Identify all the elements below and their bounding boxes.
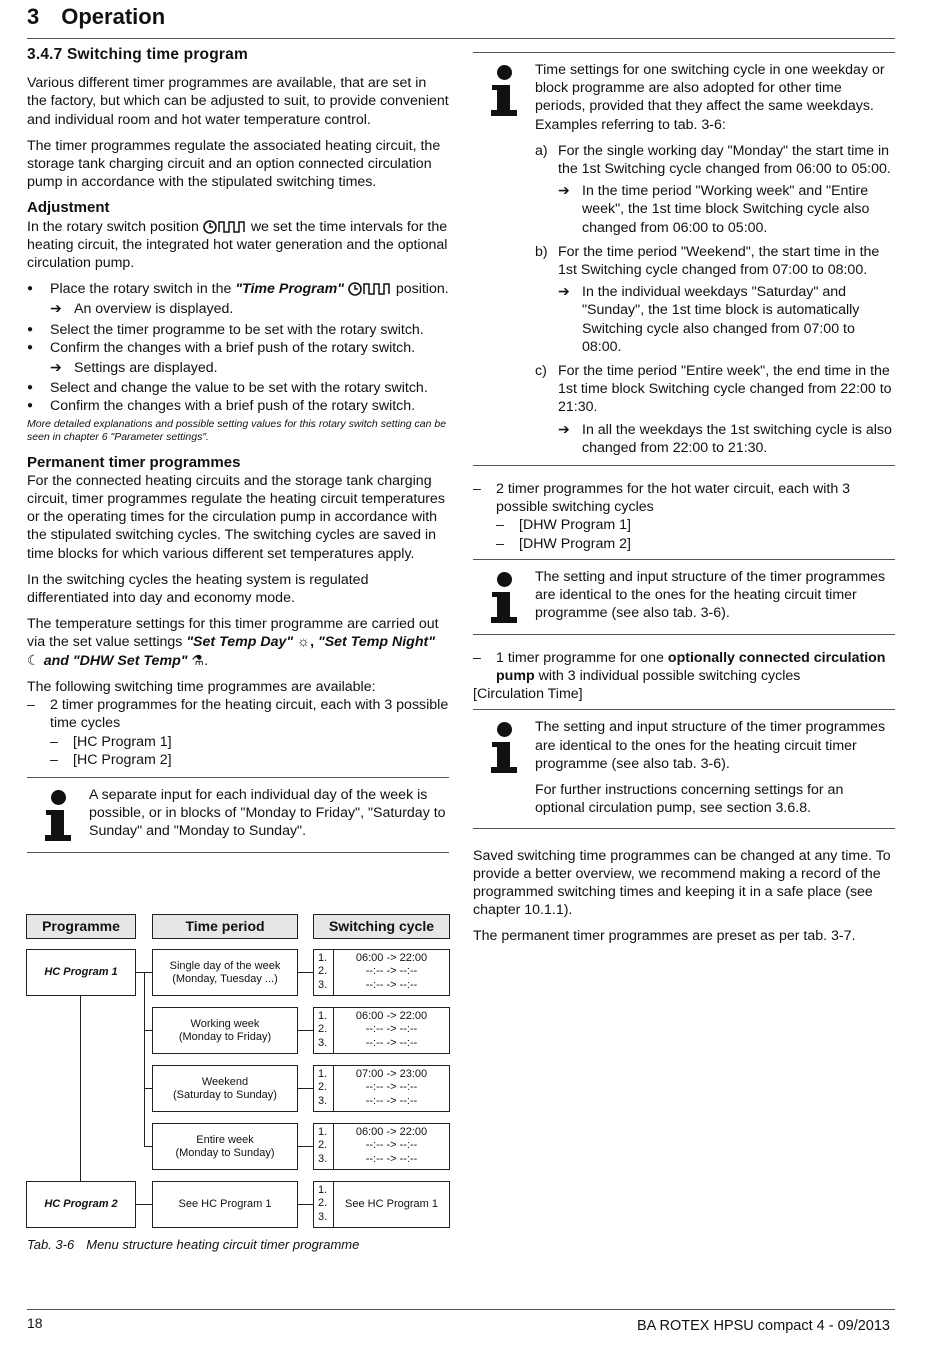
text: In the rotary switch position (27, 218, 199, 235)
caption-number: Tab. 3-6 (27, 1237, 75, 1252)
text: --:-- -> --:-- (365, 1152, 418, 1165)
text: 06:00 -> 22:00 (355, 1126, 428, 1138)
tap-icon: ⚗ (191, 652, 205, 669)
divider (473, 465, 895, 466)
emphasis: "Set Temp Night" (317, 634, 435, 651)
note-text: The setting and input structure of the timer programmes are identical to the ones for the heating circuit timer programme (see also tab. 3-6). (535, 568, 886, 622)
list-item: ● Confirm the changes with a brief push of the rotary switch. (27, 339, 449, 357)
paragraph: Various different timer programmes are available, that are set in the factory, but which can be adjusted to suit, to provide convenient and individual room and hot water temperature control. (27, 75, 449, 128)
text: (Monday to Friday) (178, 1030, 272, 1043)
period-cell (152, 949, 298, 996)
document-id: BA ROTEX HPSU compact 4 - 09/2013 (636, 1318, 890, 1334)
text: --:-- -> --:-- (365, 1023, 418, 1036)
cycle-numbers (314, 1182, 334, 1227)
result-item (27, 359, 449, 377)
cycle-values (334, 950, 449, 992)
arrow-icon: ➔ (50, 301, 62, 318)
text: 2. (318, 1023, 328, 1036)
text: 2. (318, 1081, 328, 1094)
header-divider (27, 38, 895, 39)
text: 2 timer programmes for the heating circuit, each with 3 possible time cycles (50, 697, 449, 732)
examples-list (473, 142, 895, 457)
text: --:-- -> --:-- (365, 965, 418, 978)
period-cell (152, 1007, 298, 1054)
list-item: ● Select and change the value to be set with the rotary switch. (27, 379, 449, 397)
list-item: – 1 timer programme for one optionally connected circulation pump with 3 individual possible switching cycles (473, 649, 886, 685)
cycle-cell (313, 1007, 450, 1054)
text: Settings are displayed. (74, 360, 218, 377)
connector-line (144, 1088, 152, 1089)
text: The temperature settings for this timer programme are carried out via the set value settings (27, 616, 439, 651)
arrow-icon: ➔ (558, 284, 570, 301)
table-caption (27, 1237, 359, 1252)
cycle-values (334, 1124, 449, 1166)
text: 3. (318, 1094, 328, 1107)
text: 1. (318, 952, 328, 964)
text: 06:00 -> 22:00 (355, 1010, 428, 1022)
emphasis: "Time Program" (235, 281, 344, 298)
text: --:-- -> --:-- (365, 978, 418, 991)
programme-cell-hc2: HC Program 2 (26, 1181, 136, 1228)
text: [HC Program 1] (73, 733, 172, 750)
text: Place the rotary switch in the (50, 281, 232, 298)
text: 1. (318, 1068, 328, 1080)
cycle-values: See HC Program 1 (345, 1197, 438, 1210)
connector-line (298, 1204, 313, 1205)
connector-line (136, 1204, 152, 1205)
list-tag: [Circulation Time] (473, 686, 583, 703)
info-icon (27, 786, 89, 842)
caption-text: Menu structure heating circuit timer programme (86, 1237, 360, 1252)
text: Weekend (201, 1075, 249, 1088)
emphasis: and "DHW Set Temp" (43, 652, 188, 669)
cycle-values (334, 1066, 449, 1108)
result-item (558, 283, 895, 356)
text: [HC Program 2] (73, 751, 172, 768)
info-icon (473, 61, 535, 134)
connector-line (144, 1146, 152, 1147)
connector-line (298, 1146, 313, 1147)
example-item (473, 142, 895, 237)
paragraph: The permanent timer programmes are preset as per tab. 3-7. (473, 928, 856, 945)
arrow-icon: ➔ (50, 360, 62, 377)
text: with 3 individual possible switching cycles (538, 668, 801, 685)
text: 1. (318, 1184, 328, 1196)
sun-icon: ☼ (297, 634, 311, 651)
paragraph: The setting and input structure of the timer programmes are identical to the ones for the heating circuit timer programme (see also tab. 3-6). (535, 719, 886, 772)
text: --:-- -> --:-- (365, 1139, 418, 1152)
note-text: A separate input for each individual day of the week is possible, or in blocks of "Monday to Friday", "Saturday to Sunday" and "Monday to Sunday". (89, 786, 446, 840)
time-program-icon (348, 281, 392, 297)
text: 1. (318, 1126, 328, 1138)
paragraph: The following switching time programmes are available: (27, 678, 376, 695)
result-item (558, 182, 895, 237)
connector-line (144, 972, 145, 1146)
period-cell (152, 1065, 298, 1112)
text: position. (395, 281, 449, 298)
programme-cell-hc1: HC Program 1 (26, 949, 136, 996)
text: 3. (318, 978, 328, 991)
cycle-cell (313, 1065, 450, 1112)
text: (Saturday to Sunday) (173, 1088, 277, 1101)
note-text: Time settings for one switching cycle in one weekday or block programme are also adopted for other time periods, provided that they affect the same weekdays. Examples referring to tab. 3-6: (535, 62, 885, 133)
connector-line (298, 972, 313, 973)
label: c) (535, 363, 547, 380)
text: Single day of the week (169, 959, 281, 972)
text: [DHW Program 2] (519, 535, 631, 552)
emphasis: optionally connected circulation pump (496, 649, 886, 685)
cycle-numbers (314, 950, 334, 995)
emphasis: "Set Temp Day" (186, 634, 294, 651)
info-note (473, 559, 895, 635)
result-item (27, 300, 449, 318)
example-item (473, 362, 895, 457)
chapter-header (27, 4, 165, 30)
info-note (27, 777, 449, 853)
cycle-numbers (314, 1008, 334, 1053)
list-item: – [DHW Program 1] (496, 517, 631, 534)
list-item: – 2 timer programmes for the heating circuit, each with 3 possible time cycles (27, 697, 449, 732)
text: 07:00 -> 23:00 (355, 1068, 428, 1080)
info-icon (473, 568, 535, 624)
arrow-icon: ➔ (558, 421, 570, 438)
footer-divider (27, 1309, 895, 1310)
text: 2. (318, 1139, 328, 1152)
result-item (558, 421, 895, 457)
text: (Monday, Tuesday ...) (172, 972, 278, 985)
label: b) (535, 243, 548, 260)
text: In the individual weekdays "Saturday" and "Sunday", the 1st time block is automatically Switching cycle also changed from 07:00 to 08:00. (582, 284, 860, 355)
cycle-cell (313, 1181, 450, 1228)
list-item: ● Select the timer programme to be set with the rotary switch. (27, 321, 449, 339)
list-item: – [DHW Program 2] (496, 535, 631, 552)
col-header-time-period: Time period (152, 914, 298, 939)
text: [DHW Program 1] (519, 517, 631, 534)
connector-line (298, 1088, 313, 1089)
cycle-numbers (314, 1066, 334, 1111)
text: For the time period "Weekend", the start time in the 1st Switching cycle changed from 07:00 to 08:00. (558, 243, 880, 279)
paragraph: Saved switching time programmes can be changed at any time. To provide a better overview, we recommend making a record of the programmed switching times and keeping it in a safe place (see chapter 10.1.1). (473, 847, 891, 919)
text: 3. (318, 1152, 328, 1165)
text: 2 timer programmes for the hot water circuit, each with 3 possible switching cycles (496, 481, 851, 516)
chapter-title: Operation (61, 4, 166, 29)
label: a) (535, 142, 548, 159)
text: Working week (190, 1017, 260, 1030)
small-note: More detailed explanations and possible setting values for this rotary switch setting can be seen in chapter 6 "Parameter settings". (27, 417, 447, 443)
connector-line (80, 996, 81, 1181)
text: 2. (318, 965, 328, 978)
chapter-number: 3 (27, 4, 40, 29)
paragraph: For the connected heating circuits and the storage tank charging circuit, timer programmes regulate the heating circuit temperatures or the operating times for the circulation pump in accordance with the stipulated switching cycles. The switching cycles are saved in time blocks for which various different set temperatures apply. (27, 472, 445, 562)
right-column (473, 46, 895, 954)
arrow-icon: ➔ (558, 183, 570, 200)
text: 1. (318, 1010, 328, 1022)
paragraph: For further instructions concerning settings for an optional circulation pump, see section 3.6.8. (535, 782, 844, 817)
text: --:-- -> --:-- (365, 1036, 418, 1049)
section-title: 3.4.7 Switching time program (27, 46, 248, 63)
list-item (27, 280, 449, 298)
col-header-switching-cycle: Switching cycle (313, 914, 450, 939)
cycle-cell (313, 949, 450, 996)
info-note (473, 52, 895, 134)
cycle-values (334, 1008, 449, 1050)
text: --:-- -> --:-- (365, 1081, 418, 1094)
text: 2. (318, 1197, 328, 1210)
text: --:-- -> --:-- (365, 1094, 418, 1107)
left-column (27, 46, 449, 865)
time-program-icon (203, 219, 247, 235)
text: For the time period "Entire week", the end time in the 1st time block Switching cycle changed from 22:00 to 21:30. (558, 363, 892, 416)
page-number: 18 (27, 1315, 43, 1331)
info-icon (473, 718, 535, 817)
list-item: – 2 timer programmes for the hot water circuit, each with 3 possible switching cycles (473, 481, 851, 516)
text: In all the weekdays the 1st switching cycle is also changed from 22:00 to 21:30. (582, 421, 892, 456)
paragraph: The timer programmes regulate the associated heating circuit, the storage tank charging circuit and an option connected circulation pump in accordance with the stipulated switching times. (27, 137, 441, 191)
connector-line (298, 1030, 313, 1031)
subsection-title: Adjustment (27, 199, 110, 217)
list-item: ● Confirm the changes with a brief push of the rotary switch. (27, 397, 449, 415)
info-note (473, 709, 895, 828)
paragraph: In the switching cycles the heating system is regulated differentiated into day and economy mode. (27, 571, 369, 607)
cycle-numbers (314, 1124, 334, 1169)
text: 3. (318, 1210, 328, 1223)
period-cell: See HC Program 1 (152, 1181, 298, 1228)
list-item: – [HC Program 1] (50, 733, 172, 750)
text: we set the time intervals for the heating circuit, the integrated hot water generation and the optional circulation pump. (27, 218, 448, 272)
moon-icon: ☾ (27, 652, 40, 669)
text: For the single working day "Monday" the start time in the 1st Switching cycle changed from 06:00 to 05:00. (558, 142, 891, 178)
text: 06:00 -> 22:00 (355, 952, 428, 964)
col-header-programme: Programme (26, 914, 136, 939)
paragraph (27, 218, 449, 273)
connector-line (144, 1030, 152, 1031)
list-item: – [HC Program 2] (50, 751, 172, 768)
text: 1 timer programme for one (496, 649, 664, 666)
text: 3. (318, 1036, 328, 1049)
text: (Monday to Sunday) (175, 1146, 275, 1159)
text: In the time period "Working week" and "Entire week", the 1st time block Switching cycle also changed from 06:00 to 05:00. (582, 183, 870, 236)
example-item (473, 243, 895, 356)
subsection-title: Permanent timer programmes (27, 453, 241, 471)
text: Entire week (196, 1133, 254, 1146)
cycle-cell (313, 1123, 450, 1170)
text: An overview is displayed. (74, 301, 234, 318)
period-cell (152, 1123, 298, 1170)
note-text (535, 718, 895, 817)
paragraph: The temperature settings for this timer programme are carried out via the set value settings "Set Temp Day" ☼, "Set Temp Night" ☾ and "DHW Set Temp" ⚗. (27, 616, 439, 669)
